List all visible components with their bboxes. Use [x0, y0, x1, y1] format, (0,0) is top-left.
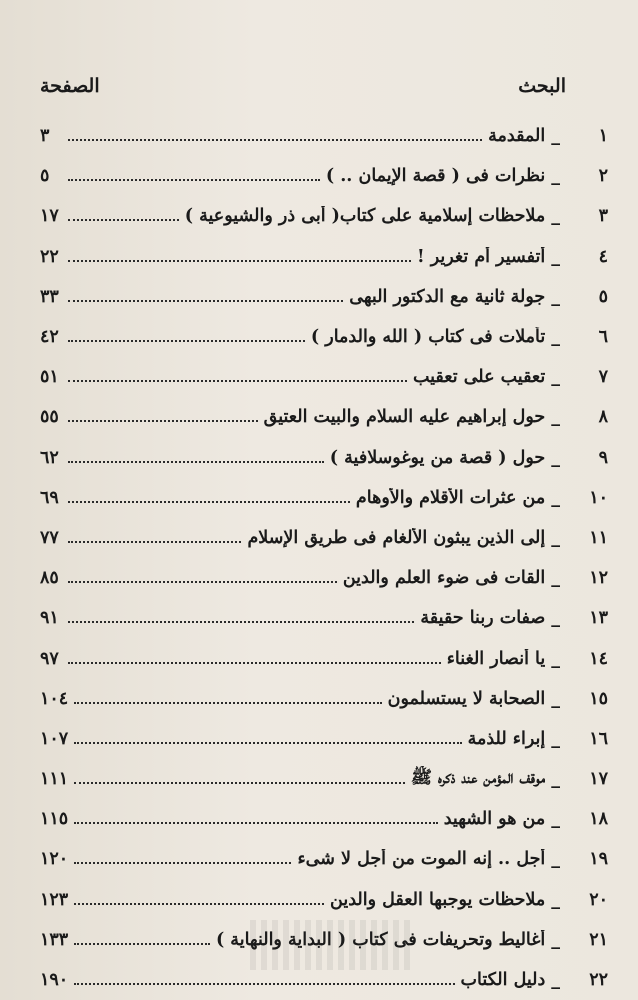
toc-entry	[40, 116, 608, 156]
dot-leader	[68, 260, 411, 262]
entry-title: جولة ثانية مع الدكتور البهى	[349, 286, 546, 307]
entry-number: ١٧	[589, 769, 608, 790]
entry-page-number: ٣٣	[40, 286, 59, 307]
entry-dash: _	[551, 608, 560, 629]
entry-dash: _	[551, 769, 560, 790]
entry-dash: _	[551, 246, 560, 267]
entry-title: يا أنصار الغناء	[446, 648, 546, 669]
entry-title: حول إبراهيم عليه السلام والبيت العتيق	[263, 407, 546, 428]
entry-title: من هو الشهيد	[443, 809, 546, 830]
entry-page-number: ٥	[40, 166, 50, 187]
entry-number: ١٠	[589, 487, 608, 508]
entry-dash: _	[551, 929, 560, 950]
entry-number: ٣	[598, 206, 608, 227]
entry-number: ٩	[598, 447, 608, 468]
entry-title: ملاحظات يوجبها العقل والدين	[330, 889, 546, 910]
toc-entry	[40, 397, 608, 437]
dot-leader	[68, 662, 441, 664]
entry-number: ٢	[598, 166, 608, 187]
toc-entry	[40, 759, 608, 799]
entry-page-number: ٦٩	[40, 487, 59, 508]
dot-leader	[68, 179, 320, 181]
toc-entry	[40, 438, 608, 478]
entry-number: ٤	[598, 246, 608, 267]
topic-column-label: البحث	[518, 75, 566, 97]
entry-page-number: ٥١	[40, 367, 59, 388]
entry-page-number: ٦٢	[40, 447, 59, 468]
entry-number: ٥	[598, 286, 608, 307]
dot-leader	[68, 300, 343, 302]
toc-entry	[40, 196, 608, 236]
entry-title: أجل .. إنه الموت من أجل لا شىء	[297, 849, 546, 870]
entry-dash: _	[551, 568, 560, 589]
entry-title: موقف المؤمن عند ذكره ﷺ	[410, 768, 546, 789]
entry-title: أتفسير أم تغرير !	[416, 246, 546, 267]
entry-title: من عثرات الأقلام والأوهام	[355, 487, 546, 508]
entry-dash: _	[551, 728, 560, 749]
entry-page-number: ١٣٣	[40, 929, 69, 950]
toc-header	[40, 66, 566, 106]
entry-title: صفات ربنا حقيقة	[420, 608, 546, 629]
entry-page-number: ٩٧	[40, 648, 59, 669]
entry-number: ٢١	[589, 929, 608, 950]
dot-leader	[74, 903, 324, 905]
entry-page-number: ١١١	[40, 769, 69, 790]
dot-leader	[68, 621, 414, 623]
entry-page-number: ٨٥	[40, 568, 59, 589]
entry-number: ٨	[598, 407, 608, 428]
entry-page-number: ٤٢	[40, 327, 59, 348]
dot-leader	[74, 983, 454, 985]
entry-number: ٦	[598, 327, 608, 348]
entry-number: ١٦	[589, 728, 608, 749]
entry-page-number: ١٢٠	[40, 849, 69, 870]
entry-title: نظرات فى ( قصة الإيمان .. )	[325, 166, 546, 187]
entry-dash: _	[551, 527, 560, 548]
entry-title: دليل الكتاب	[460, 970, 546, 991]
toc-entry	[40, 156, 608, 196]
dot-leader	[68, 139, 482, 141]
entry-number: ١٤	[589, 648, 608, 669]
entry-page-number: ١١٥	[40, 809, 69, 830]
entry-page-number: ١٩٠	[40, 970, 69, 991]
dot-leader	[74, 702, 381, 704]
entry-number: ١٨	[589, 809, 608, 830]
dot-leader	[68, 420, 258, 422]
entry-number: ١٣	[589, 608, 608, 629]
entry-dash: _	[551, 367, 560, 388]
entry-title: أغاليط وتحريفات فى كتاب ( البداية والنهاية )	[215, 929, 546, 950]
entry-dash: _	[551, 206, 560, 227]
entry-dash: _	[551, 327, 560, 348]
toc-entry	[40, 598, 608, 638]
entry-dash: _	[551, 286, 560, 307]
toc-entry	[40, 799, 608, 839]
entry-page-number: ١٠٧	[40, 728, 69, 749]
toc-entry	[40, 277, 608, 317]
page-column-label: الصفحة	[40, 75, 100, 97]
toc-entry	[40, 478, 608, 518]
entry-number: ٧	[598, 367, 608, 388]
toc-entry	[40, 558, 608, 598]
entry-dash: _	[551, 447, 560, 468]
toc-entry	[40, 638, 608, 678]
entry-page-number: ١٢٣	[40, 889, 69, 910]
entry-number: ١٢	[589, 568, 608, 589]
entry-number: ١١	[589, 527, 608, 548]
toc-entry	[40, 880, 608, 920]
dot-leader	[74, 822, 438, 824]
entry-page-number: ٣	[40, 126, 50, 147]
dot-leader	[74, 782, 405, 784]
entry-dash: _	[551, 166, 560, 187]
entry-dash: _	[551, 849, 560, 870]
entry-page-number: ١٧	[40, 206, 59, 227]
entry-page-number: ١٠٤	[40, 688, 69, 709]
entry-title: ملاحظات إسلامية على كتاب( أبى ذر والشيوعية )	[184, 206, 546, 227]
entry-number: ١٩	[589, 849, 608, 870]
entry-number: ٢٢	[589, 970, 608, 991]
dot-leader	[68, 340, 305, 342]
entry-page-number: ٩١	[40, 608, 59, 629]
entry-number: ١	[598, 126, 608, 147]
toc-entry	[40, 719, 608, 759]
dot-leader	[74, 862, 291, 864]
entry-title: الصحابة لا يستسلمون	[387, 688, 546, 709]
entry-title: القات فى ضوء العلم والدين	[342, 568, 546, 589]
entry-dash: _	[551, 407, 560, 428]
entry-dash: _	[551, 487, 560, 508]
entry-page-number: ٢٢	[40, 246, 59, 267]
table-of-contents	[40, 116, 608, 1000]
entry-number: ١٥	[589, 688, 608, 709]
entry-page-number: ٥٥	[40, 407, 59, 428]
entry-dash: _	[551, 809, 560, 830]
dot-leader	[68, 581, 337, 583]
entry-title: إبراء للذمة	[467, 728, 546, 749]
dot-leader	[68, 219, 179, 221]
bleed-through-text	[250, 920, 410, 970]
toc-entry	[40, 679, 608, 719]
entry-title: إلى الذين يبثون الألغام فى طريق الإسلام	[247, 527, 546, 548]
entry-page-number: ٧٧	[40, 527, 59, 548]
dot-leader	[68, 461, 324, 463]
toc-entry	[40, 357, 608, 397]
entry-dash: _	[551, 688, 560, 709]
toc-entry	[40, 518, 608, 558]
entry-title: تأملات فى كتاب ( الله والدمار )	[310, 327, 546, 348]
entry-dash: _	[551, 970, 560, 991]
dot-leader	[74, 943, 210, 945]
toc-entry	[40, 317, 608, 357]
dot-leader	[68, 380, 407, 382]
dot-leader	[68, 501, 350, 503]
dot-leader	[68, 541, 241, 543]
entry-number: ٢٠	[589, 889, 608, 910]
entry-title: حول ( قصة من يوغوسلافية )	[329, 447, 546, 468]
entry-title: تعقيب على تعقيب	[412, 367, 546, 388]
entry-dash: _	[551, 126, 560, 147]
entry-dash: _	[551, 648, 560, 669]
toc-entry	[40, 237, 608, 277]
toc-entry	[40, 839, 608, 879]
entry-title: المقدمة	[488, 126, 546, 147]
entry-dash: _	[551, 889, 560, 910]
dot-leader	[74, 742, 461, 744]
